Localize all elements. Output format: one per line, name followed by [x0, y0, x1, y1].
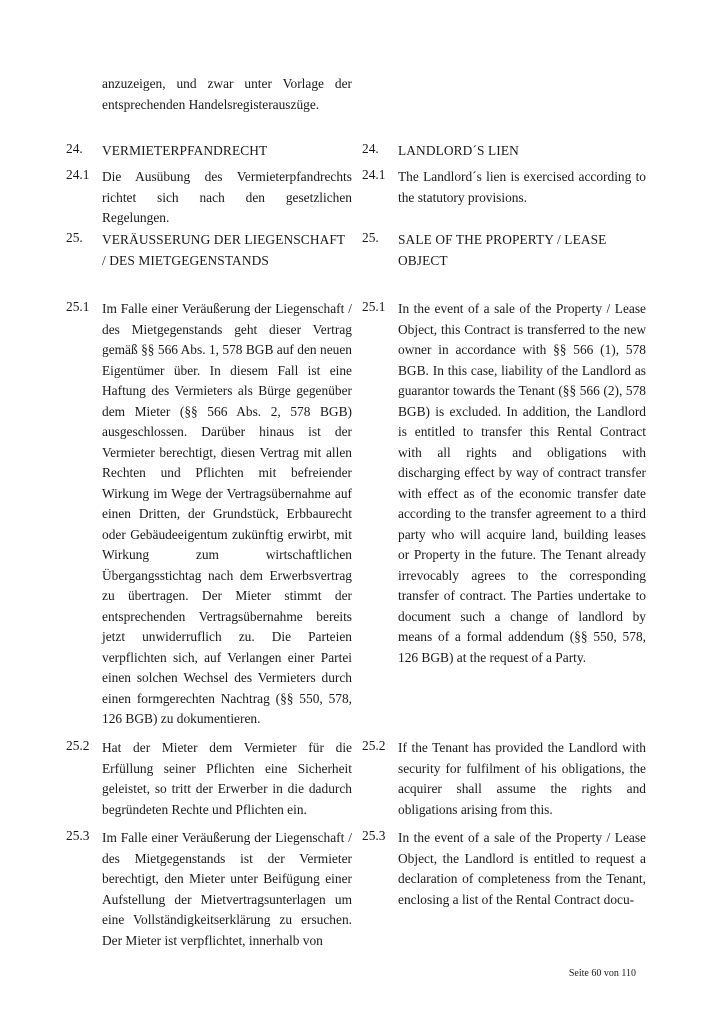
section-title: VERÄUSSERUNG DER LIEGENSCHAFT / DES MIETGEGENSTANDS [102, 232, 345, 268]
clause-text: Hat der Mieter dem Vermieter für die Erfüllung seiner Pflichten eine Sicherheit geleistet, so tritt der Erwerber in die dadurch begründeten Rechte und Pflichten ein. [102, 740, 352, 817]
page-number: Seite 60 von 110 [568, 968, 636, 979]
section-number: 25. [362, 230, 379, 245]
clause-number: 25.3 [362, 828, 386, 843]
section-title: VERMIETERPFANDRECHT [102, 143, 268, 158]
section-number: 24. [362, 141, 379, 156]
section-title: SALE OF THE PROPERTY / LEASE OBJECT [398, 232, 607, 268]
clause-number: 25.2 [362, 738, 386, 753]
clause-text: Im Falle einer Veräußerung der Liegenschaft / des Mietgegenstands geht dieser Vertrag gemäß §§ 566 Abs. 1, 578 BGB auf den neuen Eigentümer über. In diesem Fall ist eine Haftung des Vermieters als Bürge gegenüber dem Mieter (§§ 566 Abs. 2, 578 BGB) ausgeschlossen. Darüber hinaus ist der Vermieter berechtigt, diesen Vertrag mit allen Rechten und Pflichten mit befreiender Wirkung im Wege der Vertragsübernahme auf einen Dritten, der Grundstück, Erbbaurecht oder Gebäudeeigentum zukünftig erwirbt, mit Wirkung zum wirtschaftlichen Übergangsstichtag nach dem Erwerbsvertrag zu übertragen. Der Mieter stimmt der entsprechenden Vertragsübernahme bereits jetzt unwiderruflich zu. Die Parteien verpflichten sich, auf Verlangen einer Partei einen solchen Wechsel des Vermieters durch einen formgerechten Nachtrag (§§ 550, 578, 126 BGB) zu dokumentieren. [102, 301, 352, 726]
clause-number: 24.1 [362, 167, 386, 182]
clause-text: Die Ausübung des Vermieterpfandrechts richtet sich nach den gesetzlichen Regelungen. [102, 169, 352, 225]
clause-text: Im Falle einer Veräußerung der Liegenschaft / des Mietgegenstands ist der Vermieter berechtigt, den Mieter unter Beifügung einer Aufstellung der Mietvertragsunterlagen um eine Vollständigkeitserklärung zu ersuchen. Der Mieter ist verpflichtet, innerhalb von [102, 830, 352, 948]
clause-text: In the event of a sale of the Property / Lease Object, the Landlord is entitled to request a declaration of completeness from the Tenant, enclosing a list of the Rental Contract docu- [398, 830, 646, 907]
clause-text: If the Tenant has provided the Landlord with security for fulfilment of his obligations, the acquirer shall assume the rights and obligations arising from this. [398, 740, 646, 817]
section-number: 24. [66, 141, 83, 156]
clause-text: In the event of a sale of the Property / Lease Object, this Contract is transferred to the new owner in accordance with §§ 566 (1), 578 BGB. In this case, liability of the Landlord as guarantor towards the Tenant (§§ 566 (2), 578 BGB) is excluded. In addition, the Landlord is entitled to transfer this Rental Contract with all rights and obligations with discharging effect by way of contract transfer with effect as of the economic transfer date according to the transfer agreement to a third party who will acquire land, building leases or Property in the future. The Tenant already irrevocably agrees to the corresponding transfer of contract. The Parties undertake to document such a change of landlord by means of a formal addendum (§§ 550, 578, 126 BGB) at the request of a Party. [398, 301, 646, 665]
section-number: 25. [66, 230, 83, 245]
intro-text-de: anzuzeigen, und zwar unter Vorlage der entsprechenden Handelsregisterauszüge. [102, 76, 352, 112]
clause-number: 25.2 [66, 738, 90, 753]
clause-number: 25.3 [66, 828, 90, 843]
clause-number: 25.1 [66, 299, 90, 314]
clause-text: The Landlord´s lien is exercised according to the statutory provisions. [398, 169, 646, 205]
section-title: LANDLORD´S LIEN [398, 143, 519, 158]
clause-number: 25.1 [362, 299, 386, 314]
clause-number: 24.1 [66, 167, 90, 182]
